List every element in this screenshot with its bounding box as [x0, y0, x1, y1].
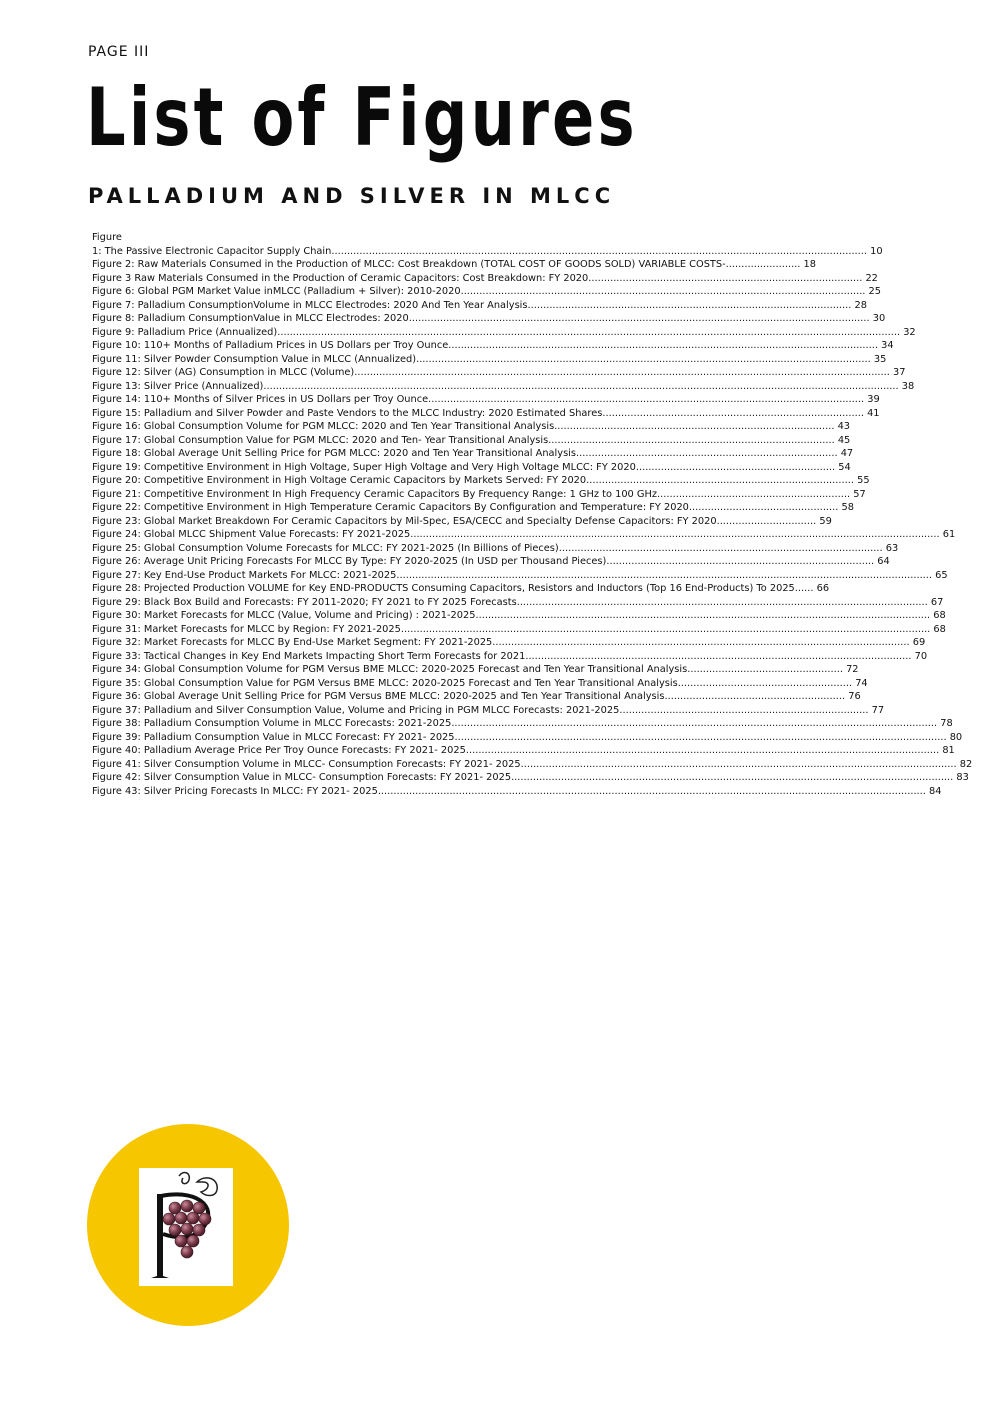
- toc-entry-title: Figure 9: Palladium Price (Annualized): [92, 326, 278, 338]
- toc-entry-leader: ........................................................: [677, 677, 856, 689]
- toc-entry-page: 72: [846, 664, 859, 675]
- toc-entry-page: 78: [940, 718, 953, 729]
- toc-list: [92, 245, 972, 799]
- toc-entry: [92, 771, 972, 785]
- toc-entry-leader: ........................................................................................................: [558, 542, 886, 554]
- toc-entry: [92, 650, 972, 664]
- toc-entry: [92, 326, 972, 340]
- toc-entry-leader: ......................................................................................: [606, 556, 878, 567]
- toc-entry-title: Figure 2: Raw Materials Consumed in the Production of MLCC: Cost Breakdown (TOTAL COST OF GOODS SOLD) VARIABLE COSTS-: [92, 259, 726, 270]
- toc-entry-title: Figure 11: Silver Powder Consumption Value in MLCC (Annualized): [92, 353, 417, 365]
- toc-entry-page: 70: [914, 650, 928, 662]
- toc-entry-leader: ............................................................................................................................................................................................................: [263, 380, 902, 392]
- toc-entry: [92, 258, 972, 272]
- toc-entry-page: 32: [903, 326, 916, 338]
- toc-entry-leader: ....................................................................................: [602, 407, 868, 419]
- toc-entry: [92, 623, 972, 637]
- toc-entry-title: Figure 7: Palladium ConsumptionVolume in MLCC Electrodes: 2020 And Ten Year Analysis: [92, 299, 528, 311]
- toc-entry-title: Figure 32: Market Forecasts for MLCC By End-Use Market Segment: FY 2021-2025: [92, 637, 493, 648]
- toc-entry: [92, 474, 972, 488]
- toc-entry-page: 59: [819, 515, 832, 527]
- toc-entry-title: Figure 37: Palladium and Silver Consumption Value, Volume and Pricing in PGM MLCC Forecasts: 2021-2025: [92, 704, 620, 716]
- toc-entry: [92, 528, 972, 542]
- toc-entry-title: Figure 24: Global MLCC Shipment Value Forecasts: FY 2021-2025: [92, 529, 411, 540]
- toc-entry-page: 68: [933, 610, 946, 621]
- toc-entry-leader: ..........................................................................................................................................................................: [400, 623, 934, 635]
- toc-entry-title: 1: The Passive Electronic Capacitor Supply Chain: [92, 245, 332, 257]
- toc-entry: [92, 515, 972, 529]
- toc-entry-page: 74: [855, 677, 868, 689]
- toc-entry-title: Figure 15: Palladium and Silver Powder and Paste Vendors to the MLCC Industry: 2020 Estimated Shares: [92, 407, 603, 419]
- toc-entry-page: 28: [854, 299, 867, 311]
- toc-entry-page: 41: [867, 407, 880, 419]
- toc-entry-title: Figure 21: Competitive Environment In High Frequency Ceramic Capacitors By Frequency Range: 1 GHz to 100 GHz: [92, 488, 658, 500]
- toc-entry: [92, 461, 972, 475]
- toc-entry-title: Figure 40: Palladium Average Price Per Troy Ounce Forecasts: FY 2021- 2025: [92, 745, 466, 756]
- toc-entry-page: 58: [841, 502, 854, 513]
- toc-entry: [92, 636, 972, 650]
- toc-entry-page: 67: [930, 596, 944, 608]
- toc-entry-leader: ..............................................................: [657, 488, 854, 500]
- toc-entry-title: Figure 8: Palladium ConsumptionValue in MLCC Electrodes: 2020: [92, 313, 409, 324]
- toc-entry-leader: ..........................................................................................................................................: [448, 340, 882, 351]
- toc-entry-leader: ........................................................................................................................................................................................................: [277, 326, 904, 338]
- toc-entry-page: 30: [872, 313, 886, 324]
- toc-entry-leader: ..............................................................................................................................................: [511, 772, 957, 783]
- toc-entry-page: 63: [885, 542, 899, 554]
- toc-entry-page: 64: [877, 556, 890, 567]
- toc-entry-title: Figure 34: Global Consumption Volume for PGM Versus BME MLCC: 2020-2025 Forecast and Ten Year Transitional Analysis: [92, 664, 688, 675]
- toc-entry-title: Figure 31: Market Forecasts for MLCC by Region: FY 2021-2025: [92, 623, 401, 635]
- toc-entry-leader: ..........................................................................................................................................................................: [410, 529, 943, 540]
- toc-entry-page: 25: [868, 286, 882, 297]
- toc-entry-title: Figure 28: Projected Production VOLUME for Key END-PRODUCTS Consuming Capacitors, Resistors and Inductors (Top 16 End-Products) To 2025: [92, 583, 795, 594]
- toc-entry-title: Figure 38: Palladium Consumption Volume in MLCC Forecasts: 2021-2025: [92, 718, 452, 729]
- toc-entry-leader: ..................................................: [687, 664, 847, 675]
- toc-entry-title: Figure 23: Global Market Breakdown For Ceramic Capacitors by Mil-Spec, ESA/CECC and Specialty Defense Capacitors: FY 2020: [92, 515, 717, 527]
- toc-entry-page: 47: [840, 448, 854, 459]
- toc-entry-leader: ....................................................................................: [576, 448, 841, 459]
- toc-entry-title: Figure 17: Global Consumption Value for PGM MLCC: 2020 and Ten- Year Transitional Analysis: [92, 434, 549, 446]
- toc-entry-leader: ................................................................................................................................................................................: [377, 785, 930, 797]
- toc-entry: [92, 758, 972, 772]
- toc-entry-page: 82: [959, 758, 973, 770]
- page-label: PAGE III: [88, 44, 150, 60]
- toc-entry: [92, 663, 972, 677]
- toc-entry-leader: ............................................................................................................................................................: [451, 718, 941, 729]
- toc-entry: [92, 299, 972, 313]
- toc-entry-leader: ........................................................................................: [588, 272, 866, 284]
- toc-entry: [92, 380, 972, 394]
- toc-entry: [92, 582, 972, 596]
- toc-entry-leader: ............................................................................................................................................: [520, 758, 960, 770]
- toc-entry-page: 81: [942, 745, 955, 756]
- toc-entry: [92, 731, 972, 745]
- toc-entry-leader: ........................................................................................................................................................: [465, 745, 943, 756]
- toc-entry-page: 80: [949, 731, 963, 743]
- toc-entry-leader: ....................................................................................................................................: [516, 596, 931, 608]
- toc-entry-title: Figure 13: Silver Price (Annualized): [92, 380, 264, 392]
- toc-entry: [92, 393, 972, 407]
- toc-entry-title: Figure 26: Average Unit Pricing Forecasts For MLCC By Type: FY 2020-2025 (In USD per Thousand Pieces): [92, 556, 607, 567]
- toc-entry-title: Figure 30: Market Forecasts for MLCC (Value, Volume and Pricing) : 2021-2025: [92, 610, 476, 621]
- toc-entry-page: 54: [838, 461, 851, 473]
- toc-entry-title: Figure 29: Black Box Build and Forecasts: FY 2011-2020; FY 2021 to FY 2025 Forecasts: [92, 596, 517, 608]
- toc-entry-page: 77: [871, 704, 885, 716]
- toc-entry-page: 55: [857, 475, 870, 486]
- toc-heading: Figure: [92, 232, 122, 243]
- grape-letter-p-logo-icon: [139, 1168, 233, 1286]
- toc-entry: [92, 245, 972, 259]
- toc-entry-page: 84: [929, 785, 942, 797]
- toc-entry-title: Figure 3 Raw Materials Consumed in the Production of Ceramic Capacitors: Cost Breakdown: FY 2020: [92, 272, 589, 284]
- toc-entry-page: 61: [942, 529, 956, 540]
- toc-entry-page: 10: [870, 245, 883, 257]
- toc-entry-title: Figure 10: 110+ Months of Palladium Prices in US Dollars per Troy Ounce: [92, 340, 449, 351]
- toc-entry: [92, 339, 972, 353]
- toc-entry-leader: ..................................................................................................................................................: [416, 353, 874, 365]
- toc-entry: [92, 272, 972, 286]
- toc-entry: [92, 717, 972, 731]
- toc-entry: [92, 501, 972, 515]
- toc-entry: [92, 407, 972, 421]
- toc-entry-title: Figure 22: Competitive Environment in High Temperature Ceramic Capacitors By Configuration and Temperature: FY 2020: [92, 502, 689, 513]
- toc-entry-leader: ..............................................................................................................................................................: [454, 731, 950, 743]
- toc-entry-leader: ................................................: [688, 502, 842, 513]
- toc-entry-leader: ....................................................................................................................................................: [408, 313, 873, 324]
- toc-entry: [92, 744, 972, 758]
- toc-entry-leader: ................................................................................: [619, 704, 872, 716]
- page-subtitle: PALLADIUM AND SILVER IN MLCC: [88, 184, 616, 208]
- toc-entry: [92, 285, 972, 299]
- toc-entry-page: 37: [893, 367, 906, 378]
- toc-entry-page: 22: [865, 272, 878, 284]
- toc-entry-leader: ............................................................................................................................................................................: [396, 569, 936, 581]
- toc-entry-leader: ......................................................................................................................................: [492, 637, 913, 648]
- toc-entry-leader: ......................................................................................: [586, 475, 858, 486]
- toc-entry-page: 66: [816, 583, 830, 594]
- toc-entry-leader: ............................................................................................................................: [525, 650, 915, 662]
- toc-entry-title: Figure 12: Silver (AG) Consumption in MLCC (Volume): [92, 367, 355, 378]
- toc-entry: [92, 690, 972, 704]
- toc-entry-leader: ............................................................................................................................................: [428, 394, 868, 405]
- toc-entry-page: 76: [848, 691, 861, 702]
- toc-entry-title: Figure 33: Tactical Changes in Key End Markets Impacting Short Term Forecasts for 2021: [92, 650, 526, 662]
- toc-entry-title: Figure 19: Competitive Environment in High Voltage, Super High Voltage and Very High Voltage MLCC: FY 2020: [92, 461, 636, 473]
- toc-entry-leader: ..................................................................................................................................................: [475, 610, 934, 621]
- toc-entry-leader: ..........................................................: [664, 691, 849, 702]
- list-of-figures: [92, 231, 972, 798]
- toc-entry: [92, 312, 972, 326]
- toc-entry-leader: ......: [794, 583, 817, 594]
- toc-entry-title: Figure 35: Global Consumption Value for PGM Versus BME MLCC: 2020-2025 Forecast and Ten Year Transitional Analysis: [92, 677, 678, 689]
- toc-entry-leader: ............................................................................................................................................................................: [331, 245, 871, 257]
- toc-entry: [92, 420, 972, 434]
- toc-entry: [92, 542, 972, 556]
- toc-entry: [92, 569, 972, 583]
- toc-entry-page: 45: [837, 434, 851, 446]
- toc-entry-page: 68: [933, 623, 946, 635]
- toc-entry-title: Figure 36: Global Average Unit Selling Price for PGM Versus BME MLCC: 2020-2025 and Ten Year Transitional Analysis: [92, 691, 665, 702]
- toc-entry-title: Figure 27: Key End-Use Product Markets For MLCC: 2021-2025: [92, 569, 397, 581]
- toc-entry-leader: ........................: [725, 259, 804, 270]
- toc-entry-page: 39: [867, 394, 880, 405]
- toc-entry: [92, 555, 972, 569]
- toc-entry-title: Figure 25: Global Consumption Volume Forecasts for MLCC: FY 2021-2025 (In Billions of Pieces): [92, 542, 559, 554]
- toc-entry-title: Figure 39: Palladium Consumption Value in MLCC Forecast: FY 2021- 2025: [92, 731, 455, 743]
- toc-entry-title: Figure 6: Global PGM Market Value inMLCC (Palladium + Silver): 2010-2020: [92, 286, 461, 297]
- toc-entry-leader: ................................: [716, 515, 820, 527]
- toc-entry-title: Figure 43: Silver Pricing Forecasts In MLCC: FY 2021- 2025: [92, 785, 378, 797]
- toc-entry-page: 34: [881, 340, 894, 351]
- toc-entry-leader: ..........................................................................................: [554, 421, 838, 432]
- toc-entry: [92, 488, 972, 502]
- toc-entry-leader: ............................................................................................: [548, 434, 838, 446]
- toc-entry: [92, 609, 972, 623]
- toc-entry: [92, 353, 972, 367]
- logo-badge: [87, 1124, 289, 1326]
- toc-entry-page: 83: [956, 772, 969, 783]
- toc-entry-page: 35: [873, 353, 887, 365]
- toc-entry-page: 43: [837, 421, 851, 432]
- toc-entry: [92, 785, 972, 799]
- toc-entry-title: Figure 41: Silver Consumption Volume in MLCC- Consumption Forecasts: FY 2021- 2025: [92, 758, 521, 770]
- toc-entry: [92, 704, 972, 718]
- toc-entry-leader: ................................................................: [635, 461, 839, 473]
- toc-entry: [92, 447, 972, 461]
- toc-entry-title: Figure 16: Global Consumption Volume for PGM MLCC: 2020 and Ten Year Transitional Analysis: [92, 421, 555, 432]
- toc-entry: [92, 366, 972, 380]
- toc-entry: [92, 596, 972, 610]
- toc-entry-leader: ........................................................................................................: [527, 299, 855, 311]
- toc-entry-page: 69: [912, 637, 926, 648]
- toc-entry-title: Figure 14: 110+ Months of Silver Prices in US Dollars per Troy Ounce: [92, 394, 429, 405]
- toc-entry-title: Figure 20: Competitive Environment in High Voltage Ceramic Capacitors by Markets Served: FY 2020: [92, 475, 587, 486]
- toc-entry-title: Figure 42: Silver Consumption Value in MLCC- Consumption Forecasts: FY 2021- 2025: [92, 772, 512, 783]
- page-title: List of Figures: [86, 71, 638, 164]
- toc-entry-page: 38: [901, 380, 915, 392]
- toc-entry-leader: ............................................................................................................................................................................: [354, 367, 893, 378]
- toc-entry-page: 18: [803, 259, 816, 270]
- toc-entry: [92, 677, 972, 691]
- toc-entry-leader: ..................................................................................................................................: [460, 286, 869, 297]
- toc-entry-title: Figure 18: Global Average Unit Selling Price for PGM MLCC: 2020 and Ten Year Transitional Analysis: [92, 448, 576, 459]
- toc-entry-page: 65: [935, 569, 948, 581]
- toc-entry-page: 57: [853, 488, 866, 500]
- toc-entry: [92, 434, 972, 448]
